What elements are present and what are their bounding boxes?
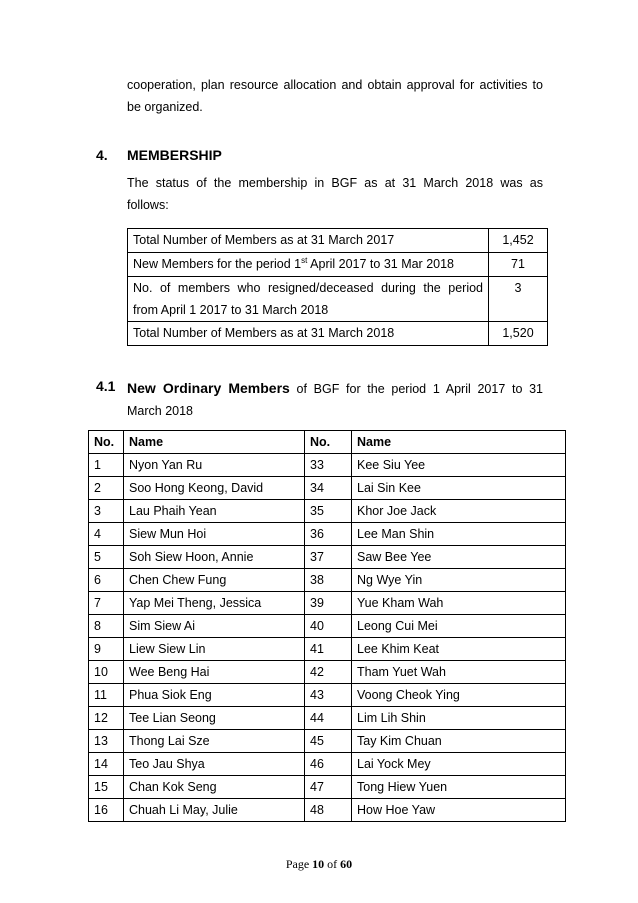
table-row — [89, 753, 566, 776]
cell-name: Wee Beng Hai — [124, 661, 305, 684]
cell-name: Yue Kham Wah — [352, 592, 566, 615]
stats-row — [128, 322, 548, 346]
cell-no: 12 — [89, 707, 124, 730]
table-row — [89, 615, 566, 638]
stats-value: 71 — [489, 253, 548, 277]
cell-no: 34 — [305, 477, 352, 500]
table-row — [89, 454, 566, 477]
cell-name: How Hoe Yaw — [352, 799, 566, 822]
intro-line-2: be organized. — [127, 100, 203, 114]
membership-stats-table — [127, 228, 548, 346]
cell-name: Lai Yock Mey — [352, 753, 566, 776]
cell-no: 47 — [305, 776, 352, 799]
page-footer — [0, 857, 638, 872]
section-4-text-line-1: The status of the membership in BGF as at 31 March 2018 was as — [127, 176, 543, 190]
intro-line-1: cooperation, plan resource allocation and obtain approval for activities to — [127, 78, 543, 92]
table-row — [89, 661, 566, 684]
cell-no: 8 — [89, 615, 124, 638]
section-4-1-title: New Ordinary Members — [127, 380, 290, 396]
cell-name: Tee Lian Seong — [124, 707, 305, 730]
header-no: No. — [89, 431, 124, 454]
section-4-number: 4. — [96, 147, 108, 163]
cell-no: 35 — [305, 500, 352, 523]
cell-name: Lau Phaih Yean — [124, 500, 305, 523]
cell-no: 11 — [89, 684, 124, 707]
cell-name: Phua Siok Eng — [124, 684, 305, 707]
cell-no: 16 — [89, 799, 124, 822]
stats-label-sup: st — [301, 255, 308, 265]
section-4-title: MEMBERSHIP — [127, 147, 222, 163]
cell-name: Soh Siew Hoon, Annie — [124, 546, 305, 569]
cell-no: 5 — [89, 546, 124, 569]
table-row — [89, 776, 566, 799]
cell-no: 6 — [89, 569, 124, 592]
cell-no: 13 — [89, 730, 124, 753]
cell-no: 48 — [305, 799, 352, 822]
cell-name: Chuah Li May, Julie — [124, 799, 305, 822]
footer-page-word: Page — [285, 857, 313, 871]
footer-total-pages: 60 — [340, 857, 353, 871]
section-4-1-number: 4.1 — [96, 378, 116, 394]
cell-name: Kee Siu Yee — [352, 454, 566, 477]
cell-name: Chan Kok Seng — [124, 776, 305, 799]
stats-label-line-2: from April 1 2017 to 31 March 2018 — [133, 303, 329, 317]
cell-name: Khor Joe Jack — [352, 500, 566, 523]
stats-label-post: April 2017 to 31 Mar 2018 — [307, 257, 454, 271]
cell-no: 33 — [305, 454, 352, 477]
section-4-1-rest: of BGF for the period 1 April 2017 to 31 — [289, 382, 543, 396]
cell-no: 45 — [305, 730, 352, 753]
cell-name: Tong Hiew Yuen — [352, 776, 566, 799]
table-header-row — [89, 431, 566, 454]
stats-row — [128, 229, 548, 253]
section-4-text-line-2: follows: — [127, 198, 169, 212]
table-row — [89, 569, 566, 592]
stats-value: 1,520 — [489, 322, 548, 346]
cell-no: 15 — [89, 776, 124, 799]
cell-name: Lai Sin Kee — [352, 477, 566, 500]
stats-label: Total Number of Members as at 31 March 2018 — [128, 322, 489, 346]
section-4-text — [127, 172, 543, 216]
cell-name: Siew Mun Hoi — [124, 523, 305, 546]
cell-no: 46 — [305, 753, 352, 776]
stats-value: 1,452 — [489, 229, 548, 253]
cell-no: 41 — [305, 638, 352, 661]
members-table-body — [89, 454, 566, 822]
table-row — [89, 730, 566, 753]
table-row — [89, 799, 566, 822]
cell-name: Lee Man Shin — [352, 523, 566, 546]
cell-name: Liew Siew Lin — [124, 638, 305, 661]
table-row — [89, 477, 566, 500]
table-row — [89, 546, 566, 569]
stats-label — [128, 277, 489, 322]
cell-name: Tay Kim Chuan — [352, 730, 566, 753]
cell-no: 14 — [89, 753, 124, 776]
header-name: Name — [352, 431, 566, 454]
cell-name: Saw Bee Yee — [352, 546, 566, 569]
cell-no: 40 — [305, 615, 352, 638]
cell-no: 3 — [89, 500, 124, 523]
cell-name: Lee Khim Keat — [352, 638, 566, 661]
table-row — [89, 500, 566, 523]
cell-no: 4 — [89, 523, 124, 546]
stats-row — [128, 253, 548, 277]
table-row — [89, 684, 566, 707]
new-members-table — [88, 430, 566, 822]
stats-label — [128, 253, 489, 277]
footer-of-word: of — [324, 857, 341, 871]
header-no: No. — [305, 431, 352, 454]
cell-name: Thong Lai Sze — [124, 730, 305, 753]
table-row — [89, 523, 566, 546]
section-4-1-heading-line — [127, 377, 543, 400]
cell-name: Voong Cheok Ying — [352, 684, 566, 707]
cell-no: 43 — [305, 684, 352, 707]
cell-no: 39 — [305, 592, 352, 615]
cell-no: 38 — [305, 569, 352, 592]
cell-name: Nyon Yan Ru — [124, 454, 305, 477]
stats-label-line-1: No. of members who resigned/deceased during the period — [133, 281, 483, 295]
footer-page-number: 10 — [312, 857, 325, 871]
table-row — [89, 592, 566, 615]
cell-name: Soo Hong Keong, David — [124, 477, 305, 500]
cell-no: 36 — [305, 523, 352, 546]
stats-row — [128, 277, 548, 322]
table-row — [89, 638, 566, 661]
cell-name: Lim Lih Shin — [352, 707, 566, 730]
section-4-1-line-2: March 2018 — [127, 404, 194, 418]
cell-no: 10 — [89, 661, 124, 684]
cell-name: Chen Chew Fung — [124, 569, 305, 592]
cell-name: Teo Jau Shya — [124, 753, 305, 776]
cell-no: 7 — [89, 592, 124, 615]
cell-name: Leong Cui Mei — [352, 615, 566, 638]
cell-no: 44 — [305, 707, 352, 730]
cell-name: Tham Yuet Wah — [352, 661, 566, 684]
intro-paragraph — [127, 74, 543, 118]
cell-no: 37 — [305, 546, 352, 569]
cell-name: Sim Siew Ai — [124, 615, 305, 638]
cell-no: 9 — [89, 638, 124, 661]
cell-no: 42 — [305, 661, 352, 684]
stats-label: Total Number of Members as at 31 March 2017 — [128, 229, 489, 253]
cell-name: Yap Mei Theng, Jessica — [124, 592, 305, 615]
stats-value: 3 — [489, 277, 548, 322]
table-row — [89, 707, 566, 730]
header-name: Name — [124, 431, 305, 454]
cell-no: 1 — [89, 454, 124, 477]
stats-label-pre: New Members for the period 1 — [133, 257, 302, 271]
cell-name: Ng Wye Yin — [352, 569, 566, 592]
cell-no: 2 — [89, 477, 124, 500]
